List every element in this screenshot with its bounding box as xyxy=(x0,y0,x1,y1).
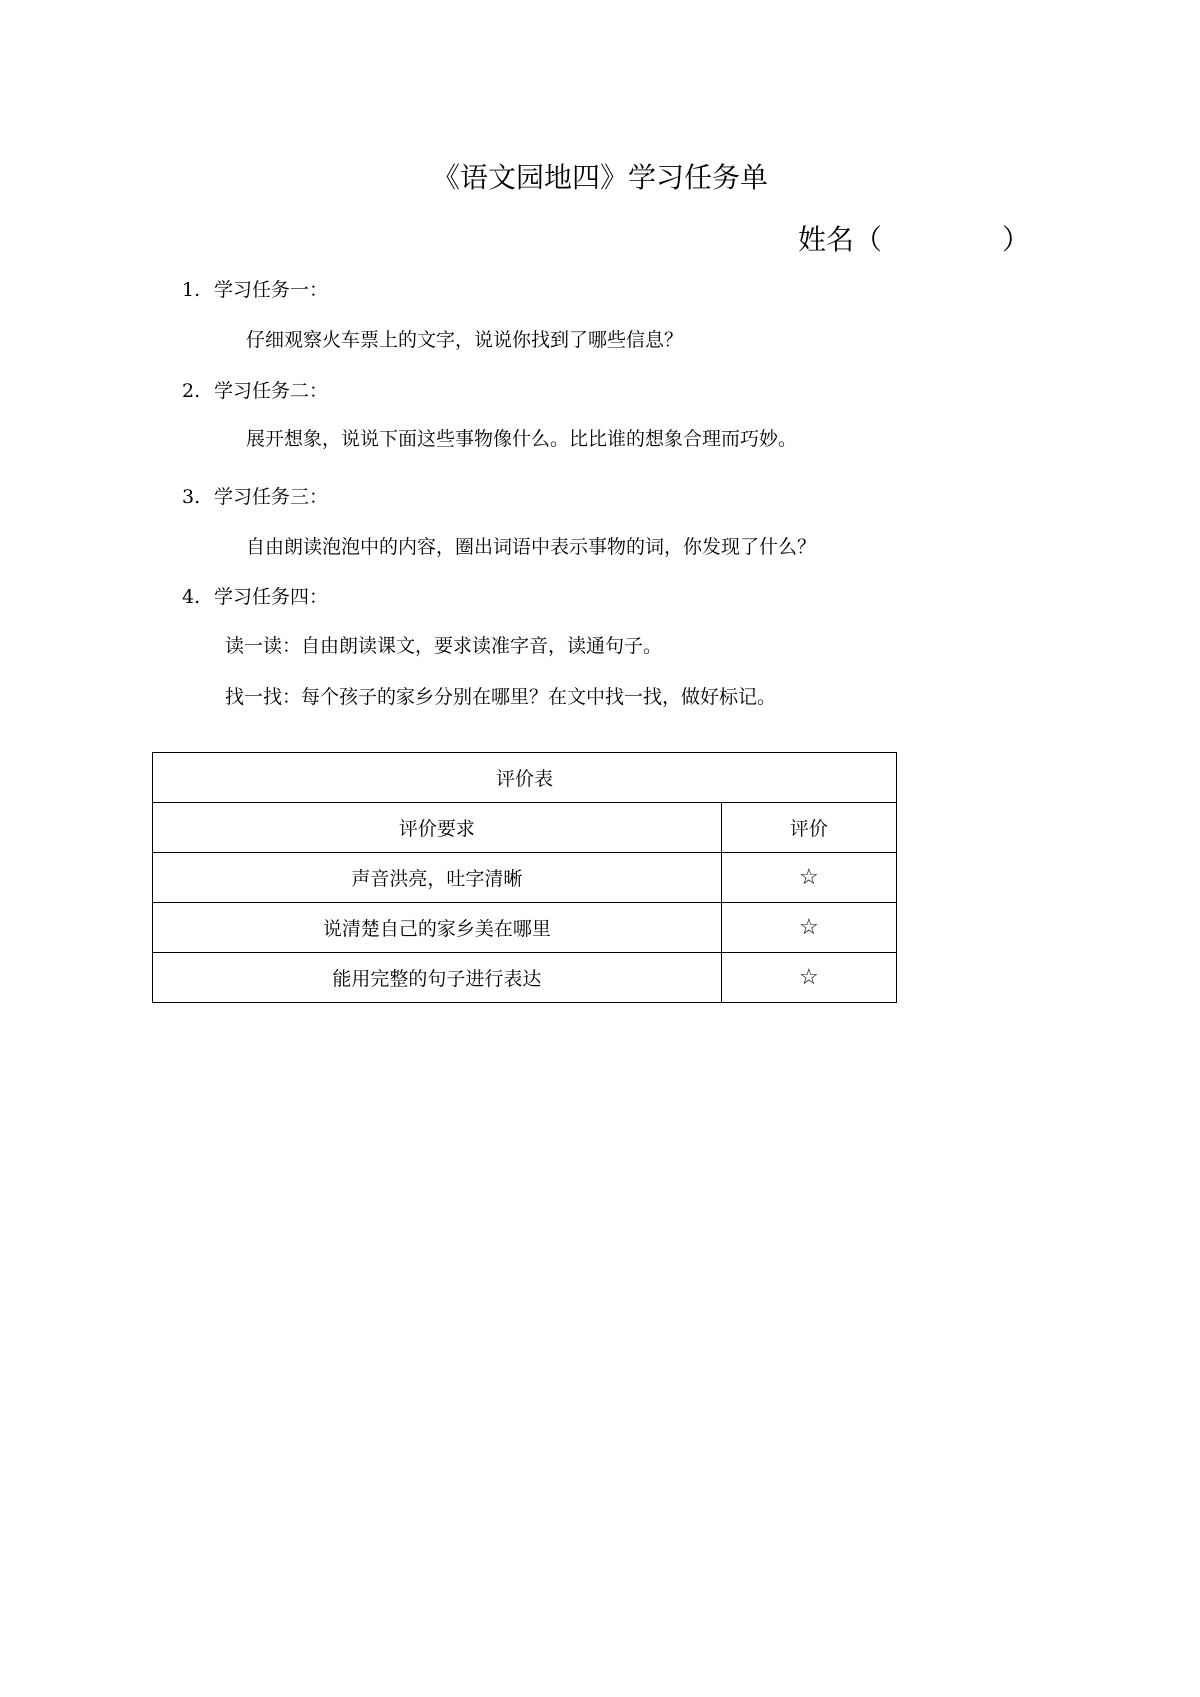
task-4-find-text: 找一找：每个孩子的家乡分别在哪里？在文中找一找，做好标记。 xyxy=(225,686,777,708)
name-close: ） xyxy=(1002,223,1031,256)
task-3-heading xyxy=(182,483,328,511)
requirement-cell: 声音洪亮，吐字清晰 xyxy=(153,853,722,903)
table-row xyxy=(153,853,897,903)
star-icon: ☆ xyxy=(721,903,896,953)
table-row xyxy=(153,953,897,1003)
task-2-number: 2. xyxy=(182,380,201,402)
task-2-label: 学习任务二： xyxy=(214,380,329,402)
task-4-read-text: 读一读：自由朗读课文，要求读准字音，读通句子。 xyxy=(225,635,663,657)
task-2-text: 展开想象，说说下面这些事物像什么。比比谁的想象合理而巧妙。 xyxy=(246,428,798,450)
requirement-cell: 说清楚自己的家乡美在哪里 xyxy=(153,903,722,953)
task-1-text: 仔细观察火车票上的文字，说说你找到了哪些信息？ xyxy=(246,329,684,351)
table-row xyxy=(153,903,897,953)
name-label: 姓名（ xyxy=(798,223,883,256)
task-4-heading xyxy=(182,583,328,611)
header-requirement: 评价要求 xyxy=(153,803,722,853)
task-1-heading xyxy=(182,276,328,304)
evaluation-table xyxy=(152,752,897,1003)
document-title: 《语文园地四》学习任务单 xyxy=(431,161,768,194)
name-field xyxy=(798,220,1030,260)
table-caption: 评价表 xyxy=(153,753,897,803)
task-3-text: 自由朗读泡泡中的内容，圈出词语中表示事物的词，你发现了什么？ xyxy=(246,536,817,558)
star-icon: ☆ xyxy=(721,953,896,1003)
task-3-label: 学习任务三： xyxy=(214,486,329,508)
task-4-label: 学习任务四： xyxy=(214,586,329,608)
task-3-number: 3. xyxy=(182,486,201,508)
task-1-label: 学习任务一： xyxy=(214,279,329,301)
table-caption-row xyxy=(153,753,897,803)
task-1-number: 1. xyxy=(182,279,201,301)
table-header-row xyxy=(153,803,897,853)
star-icon: ☆ xyxy=(721,853,896,903)
header-rating: 评价 xyxy=(721,803,896,853)
task-4-number: 4. xyxy=(182,586,201,608)
task-2-heading xyxy=(182,377,328,405)
requirement-cell: 能用完整的句子进行表达 xyxy=(153,953,722,1003)
